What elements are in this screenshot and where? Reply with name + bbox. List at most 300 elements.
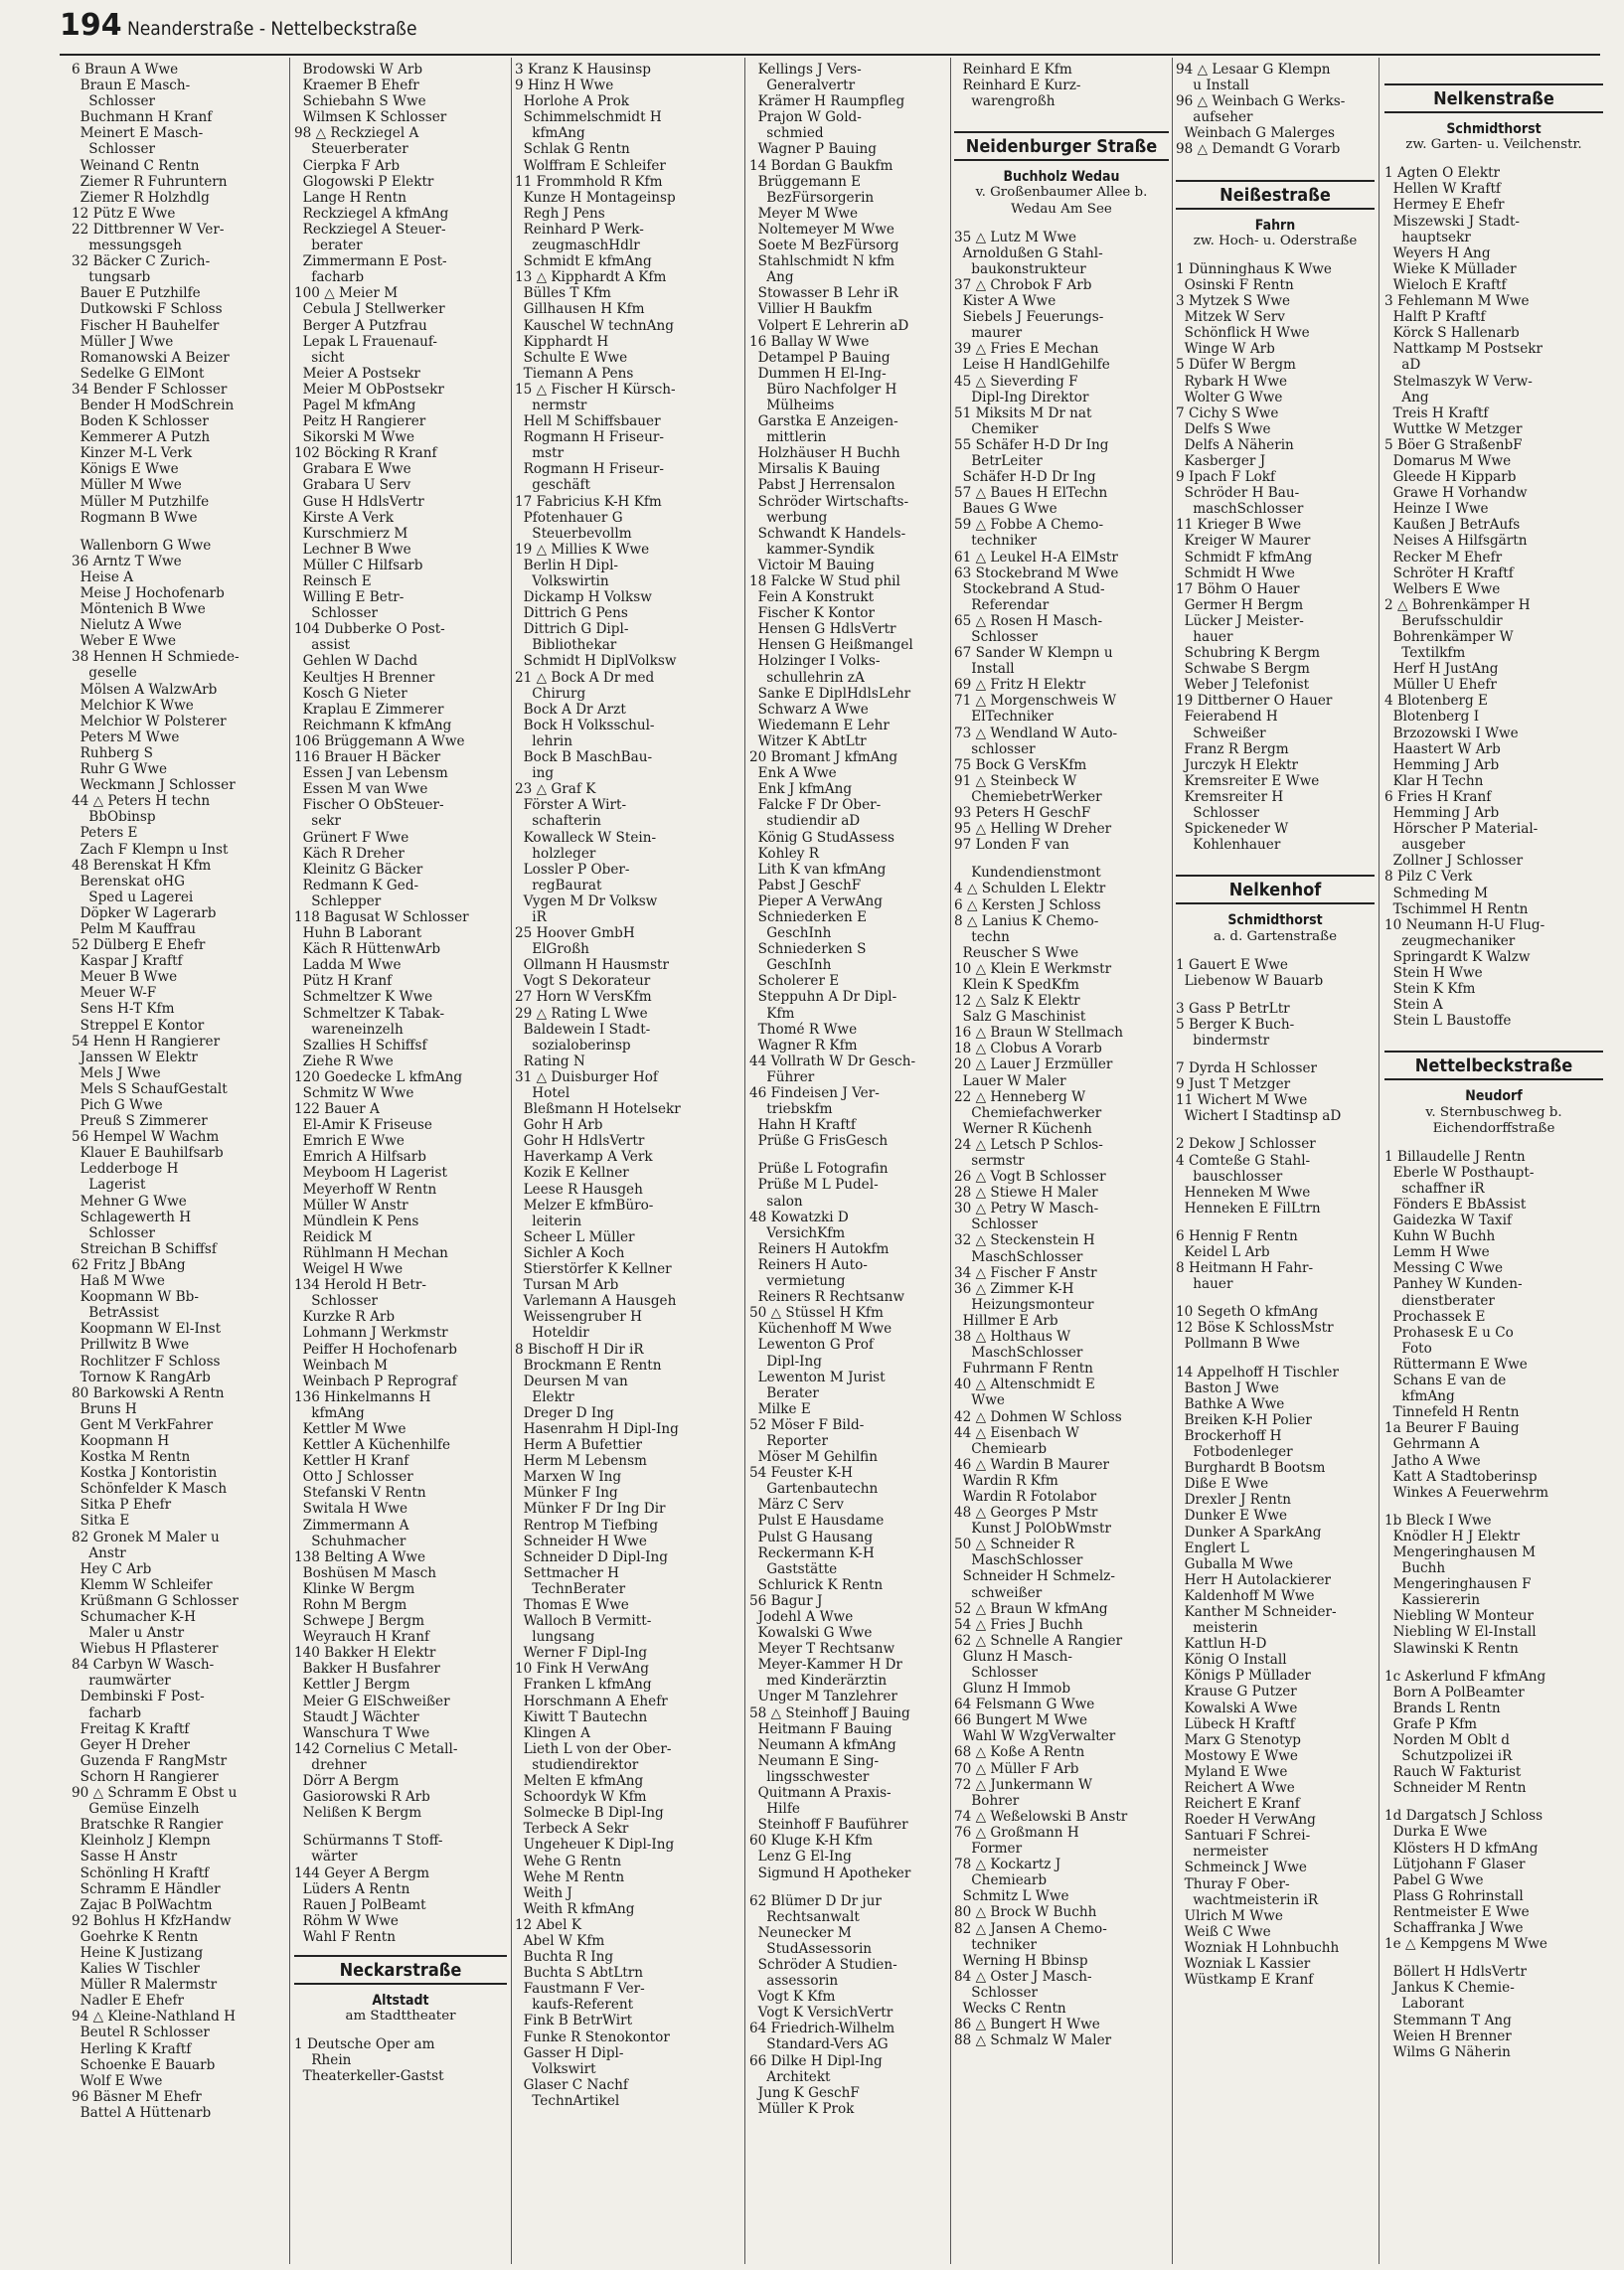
spacer: [1176, 853, 1375, 865]
resident-entry: Kauschel W technAng: [515, 317, 674, 334]
resident-entry: 25 Hoover GmbH: [515, 925, 635, 942]
resident-entry: Kemmerer A Putzh: [72, 429, 211, 446]
resident-entry: König G StudAssess: [749, 829, 894, 846]
resident-entry: Messing C Wwe: [1384, 1260, 1504, 1277]
resident-entry: Detampel P Bauing: [749, 349, 891, 366]
resident-entry: Kister A Wwe: [954, 293, 1056, 310]
resident-entry: 1 Billaudelle J Rentn: [1384, 1148, 1526, 1165]
resident-entry: Kanther M Schneider-: [1176, 1603, 1337, 1620]
resident-entry: Rhein: [294, 2052, 352, 2069]
resident-entry: Rühlmann H Mechan: [294, 1244, 448, 1261]
resident-entry: Kettler M Wwe: [294, 1420, 406, 1437]
resident-entry: Schlosser: [72, 1224, 155, 1241]
resident-entry: Tornow K RangArb: [72, 1369, 211, 1385]
spacer: [749, 1881, 948, 1893]
resident-entry: 34 Bender F Schlosser: [72, 381, 228, 398]
resident-entry: Weinand C Rentn: [72, 157, 200, 174]
resident-entry: Katt A Stadtoberinsp: [1384, 1468, 1538, 1485]
resident-entry: Abel W Kfm: [515, 1932, 605, 1949]
resident-entry: 66 Bungert M Wwe: [954, 1712, 1088, 1729]
resident-entry: Meyboom H Lagerist: [294, 1165, 447, 1182]
resident-entry: Gaststätte: [749, 1560, 838, 1577]
resident-entry: Stein H Wwe: [1384, 964, 1483, 981]
resident-entry: Niebling W Monteur: [1384, 1608, 1535, 1625]
resident-entry: sekr: [294, 813, 342, 830]
resident-entry: Müller R Malermstr: [72, 1977, 218, 1994]
resident-entry: nermeister: [1176, 1844, 1268, 1861]
resident-entry: Hemming J Arb: [1384, 756, 1500, 773]
directory-column-7: [1384, 62, 1603, 2258]
resident-entry: 32 △ Steckenstein H: [954, 1232, 1095, 1249]
resident-entry: Reiners R Rechtsanw: [749, 1289, 905, 1306]
resident-entry: Jodehl A Wwe: [749, 1609, 854, 1625]
resident-entry: Ang: [749, 269, 794, 286]
spacer: [294, 1821, 507, 1833]
resident-entry: Wanschura T Wwe: [294, 1724, 430, 1741]
resident-entry: Jung K GeschF: [749, 2084, 860, 2101]
resident-entry: 3 Fehlemann M Wwe: [1384, 293, 1530, 310]
resident-entry: Delfs A Näherin: [1176, 436, 1294, 453]
resident-entry: Kettler H Kranf: [294, 1453, 409, 1470]
resident-entry: Gasser H Dipl-: [515, 2044, 624, 2061]
resident-entry: Englert L: [1176, 1540, 1249, 1556]
resident-entry: TechnBerater: [515, 1580, 626, 1597]
resident-entry: Kozik E Kellner: [515, 1165, 629, 1182]
resident-entry: Meuer B Wwe: [72, 969, 178, 986]
resident-entry: Springardt K Walzw: [1384, 948, 1531, 965]
resident-entry: Liebenow W Bauarb: [1176, 972, 1324, 989]
resident-entry: 38 △ Holthaus W: [954, 1329, 1071, 1346]
resident-entry: Bathke A Wwe: [1176, 1395, 1285, 1412]
district-name: Schmidthorst: [1227, 912, 1323, 929]
resident-entry: 1 Gauert E Wwe: [1176, 956, 1288, 973]
resident-entry: Guzenda F RangMstr: [72, 1752, 228, 1769]
running-title: Neanderstraße - Nettelbeckstraße: [127, 18, 417, 40]
resident-entry: Stein A: [1384, 997, 1443, 1014]
resident-entry: Lepak L Frauenauf-: [294, 333, 438, 350]
resident-entry: Kosch G Nieter: [294, 685, 407, 702]
resident-entry: Dummen H El-Ing-: [749, 365, 887, 382]
resident-entry: 12 Pütz E Wwe: [72, 205, 176, 222]
resident-entry: Stahlschmidt N kfm: [749, 253, 895, 270]
resident-entry: Schlosser: [72, 141, 155, 158]
resident-entry: studiendir aD: [749, 813, 861, 830]
resident-entry: geselle: [72, 665, 137, 682]
resident-entry: Solmecke B Dipl-Ing: [515, 1805, 664, 1822]
resident-entry: Prüße L Fotografin: [749, 1161, 889, 1178]
resident-entry: Hell M Schiffsbauer: [515, 413, 661, 430]
resident-entry: Battel A Hüttenarb: [72, 2104, 212, 2121]
spacer: [1384, 153, 1603, 165]
resident-entry: 56 Hempel W Wachm: [72, 1129, 220, 1146]
resident-entry: Varlemann A Hausgeh: [515, 1293, 677, 1310]
resident-entry: Grawe H Vorhandw: [1384, 485, 1528, 502]
resident-entry: Prochassek E: [1384, 1308, 1486, 1325]
resident-entry: Pieper A VerwAng: [749, 892, 883, 909]
resident-entry: Tursan M Arb: [515, 1277, 619, 1294]
resident-entry: Peters M Wwe: [72, 729, 180, 745]
resident-entry: 12 Abel K: [515, 1916, 582, 1933]
resident-entry: ChemiebetrWerker: [954, 788, 1102, 805]
resident-entry: Breiken K-H Polier: [1176, 1411, 1312, 1428]
resident-entry: Dipl-Ing: [749, 1353, 823, 1370]
resident-entry: 45 △ Sieverding F: [954, 373, 1078, 390]
resident-entry: Herm A Bufettier: [515, 1437, 643, 1454]
resident-entry: Baues G Wwe: [954, 501, 1057, 518]
resident-entry: Haverkamp A Verk: [515, 1149, 653, 1166]
resident-entry: assist: [294, 637, 351, 654]
resident-entry: Heizungsmonteur: [954, 1296, 1094, 1313]
resident-entry: 90 △ Schramm E Obst u: [72, 1785, 238, 1802]
resident-entry: El-Amir K Friseuse: [294, 1117, 432, 1134]
resident-entry: bindermstr: [1176, 1032, 1270, 1049]
resident-entry: Knödler H J Elektr: [1384, 1528, 1521, 1544]
resident-entry: Pagel M kfmAng: [294, 397, 416, 413]
street-heading: Nettelbeckstraße: [1384, 1051, 1603, 1080]
resident-entry: Schürmanns T Stoff-: [294, 1833, 443, 1850]
resident-entry: Leise H HandlGehilfe: [954, 357, 1110, 374]
resident-entry: Sped u Lagerei: [72, 889, 194, 905]
resident-entry: 21 △ Bock A Dr med: [515, 669, 655, 686]
resident-entry: Dunker A SparkAng: [1176, 1524, 1322, 1540]
resident-entry: Lith K van kfmAng: [749, 861, 887, 878]
resident-entry: werbung: [749, 509, 828, 526]
resident-entry: Feierabend H: [1176, 709, 1278, 726]
resident-entry: 14 Bordan G Baukfm: [749, 157, 893, 174]
resident-entry: Mengeringhausen M: [1384, 1543, 1537, 1560]
resident-entry: Mölsen A WalzwArb: [72, 681, 218, 698]
resident-entry: Lewenton M Jurist: [749, 1369, 886, 1385]
resident-entry: kfmAng: [1384, 1388, 1455, 1405]
spacer: [1176, 1049, 1375, 1060]
spacer: [72, 526, 288, 538]
resident-entry: Redmann K Ged-: [294, 877, 419, 893]
resident-entry: aD: [1384, 357, 1421, 374]
street-range-note: Wedau Am See: [1011, 201, 1112, 217]
resident-entry: sicht: [294, 349, 345, 366]
resident-entry: Kasberger J: [1176, 452, 1266, 469]
resident-entry: TechnArtikel: [515, 2092, 620, 2109]
resident-entry: Steuerberater: [294, 141, 408, 158]
resident-entry: Norden M Oblt d: [1384, 1732, 1510, 1748]
resident-entry: Ladda M Wwe: [294, 957, 402, 974]
resident-entry: Königs P Müllader: [1176, 1668, 1311, 1685]
resident-entry: Standard-Vers AG: [749, 2036, 889, 2053]
directory-column-4: [749, 62, 948, 2258]
resident-entry: Stefanski V Rentn: [294, 1485, 426, 1502]
resident-entry: Vogt K Kfm: [749, 1989, 836, 2006]
resident-entry: Foto: [1384, 1340, 1432, 1357]
resident-entry: Ziemer R Fuhruntern: [72, 173, 228, 190]
resident-entry: Weinbach M: [294, 1357, 389, 1374]
resident-entry: 48 Kowatzki D: [749, 1209, 849, 1225]
resident-entry: Pich G Wwe: [72, 1097, 163, 1113]
resident-entry: Kaußen J BetrAufs: [1384, 517, 1521, 534]
resident-entry: Schuhmacher: [294, 1533, 406, 1549]
resident-entry: 4 △ Schulden L Elektr: [954, 881, 1106, 897]
resident-entry: Schönling H Kraftf: [72, 1865, 210, 1881]
resident-entry: 1a Beurer F Bauing: [1384, 1420, 1520, 1437]
resident-entry: Marxen W Ing: [515, 1469, 622, 1486]
directory-column-6: [1176, 62, 1375, 2258]
resident-entry: 5 Berger K Buch-: [1176, 1016, 1295, 1033]
resident-entry: Meyer M Wwe: [749, 205, 859, 222]
resident-entry: Streppel E Kontor: [72, 1017, 205, 1034]
resident-entry: Pulst G Hausang: [749, 1529, 874, 1545]
resident-entry: Rogmann H Friseur-: [515, 429, 664, 446]
street-heading: Nelkenhof: [1176, 875, 1375, 904]
resident-entry: Mündlein K Pens: [294, 1213, 419, 1229]
resident-entry: Grabara U Serv: [294, 477, 411, 494]
resident-entry: Hensen G HdlsVertr: [749, 621, 896, 638]
resident-entry: Fotbodenleger: [1176, 1444, 1293, 1461]
resident-entry: Gehlen W Dachd: [294, 653, 418, 670]
resident-entry: Lohmann J Werkmstr: [294, 1325, 448, 1342]
resident-entry: ausgeber: [1384, 837, 1466, 854]
resident-entry: Hörscher P Material-: [1384, 821, 1539, 838]
resident-entry: Dittrich G Dipl-: [515, 621, 629, 638]
resident-entry: 42 △ Dohmen W Schloss: [954, 1408, 1122, 1425]
resident-entry: Stein K Kfm: [1384, 981, 1476, 998]
resident-entry: Kaldenhoff M Wwe: [1176, 1587, 1315, 1604]
resident-entry: Weinbach P Reprograf: [294, 1373, 457, 1389]
resident-entry: Goehrke K Rentn: [72, 1928, 199, 1945]
resident-entry: 51 Miksits M Dr nat: [954, 405, 1092, 421]
resident-entry: Schlosser: [72, 93, 155, 110]
column-divider: [1379, 58, 1380, 2264]
resident-entry: 27 Horn W VersKfm: [515, 989, 652, 1006]
resident-entry: facharb: [294, 269, 365, 286]
resident-entry: Stierstörfer K Kellner: [515, 1261, 672, 1278]
resident-entry: Quitmann A Praxis-: [749, 1785, 892, 1802]
resident-entry: dienstberater: [1384, 1292, 1495, 1309]
resident-entry: triebskfm: [749, 1101, 833, 1118]
resident-entry: Recker M Ehefr: [1384, 549, 1503, 566]
spacer: [1384, 1137, 1603, 1149]
resident-entry: Noltemeyer M Wwe: [749, 221, 894, 238]
resident-entry: Wichert I Stadtinsp aD: [1176, 1108, 1342, 1125]
resident-entry: Dutkowski F Schloss: [72, 301, 223, 318]
resident-entry: Schumacher K-H: [72, 1609, 196, 1625]
resident-entry: Lübeck H Kraftf: [1176, 1715, 1295, 1732]
resident-entry: Winkes A Feuerwehrm: [1384, 1484, 1549, 1501]
resident-entry: Reiners H Autokfm: [749, 1240, 890, 1257]
resident-entry: 67 Sander W Klempn u: [954, 645, 1113, 662]
resident-entry: 7 Dyrda H Schlosser: [1176, 1060, 1318, 1077]
resident-entry: 56 Bagur J: [749, 1592, 823, 1609]
resident-entry: Gemüse Einzelh: [72, 1801, 200, 1818]
resident-entry: Möser M Gehilfin: [749, 1449, 879, 1466]
resident-entry: 9 Ipach F Lokf: [1176, 469, 1276, 486]
resident-entry: Wecks C Rentn: [954, 2000, 1066, 2017]
resident-entry: Baston J Wwe: [1176, 1379, 1279, 1396]
resident-entry: 30 △ Petry W Masch-: [954, 1201, 1099, 1217]
resident-entry: Streichan B Schiffsf: [72, 1240, 217, 1257]
resident-entry: Meier G ElSchweißer: [294, 1693, 450, 1709]
resident-entry: Villier H Baukfm: [749, 301, 873, 318]
resident-entry: Kuhn W Buchh: [1384, 1228, 1496, 1245]
resident-entry: Leese R Hausgeh: [515, 1181, 643, 1198]
resident-entry: Brüggemann E: [749, 173, 862, 190]
resident-entry: Nadler E Ehefr: [72, 1993, 185, 2010]
resident-entry: 20 △ Lauer J Erzmüller: [954, 1056, 1113, 1073]
resident-entry: schaffner iR: [1384, 1180, 1485, 1197]
resident-entry: Bohrenkämper W: [1384, 629, 1514, 645]
resident-entry: Wilmsen K Schlosser: [294, 109, 447, 126]
resident-entry: 20 Bromant J kfmAng: [749, 749, 898, 766]
resident-entry: Install: [954, 661, 1015, 678]
resident-entry: aufseher: [1176, 109, 1253, 126]
resident-entry: Franken L kfmAng: [515, 1677, 652, 1694]
resident-entry: 1e △ Kempgens M Wwe: [1384, 1936, 1547, 1953]
resident-entry: Reichert A Wwe: [1176, 1780, 1295, 1796]
resident-entry: Architekt: [749, 2068, 831, 2085]
resident-entry: Röhm W Wwe: [294, 1912, 399, 1929]
resident-entry: Pütz H Kranf: [294, 973, 393, 990]
resident-entry: tungsarb: [72, 269, 151, 286]
resident-entry: Volkswirt: [515, 2060, 596, 2077]
resident-entry: Kowalleck W Stein-: [515, 829, 657, 846]
resident-entry: Schröder A Studien-: [749, 1956, 897, 1973]
resident-entry: Prüße G FrisGesch: [749, 1133, 889, 1150]
street-range-note: v. Großenbaumer Allee b.: [975, 185, 1148, 201]
resident-entry: Klingen A: [515, 1724, 590, 1741]
resident-entry: MaschSchlosser: [954, 1345, 1083, 1362]
resident-entry: Wolffram E Schleifer: [515, 157, 666, 174]
resident-entry: Haastert W Arb: [1384, 740, 1501, 757]
resident-entry: Lewenton G Prof: [749, 1337, 874, 1354]
resident-entry: schullehrin zA: [749, 669, 865, 686]
resident-entry: Pabst J GeschF: [749, 877, 862, 893]
resident-entry: Plass G Rohrinstall: [1384, 1887, 1524, 1904]
resident-entry: Chemiearb: [954, 1440, 1048, 1457]
resident-entry: Stockebrand A Stud-: [954, 580, 1105, 597]
resident-entry: Cierpka F Arb: [294, 157, 401, 174]
resident-entry: Klar H Techn: [1384, 772, 1484, 789]
resident-entry: Bauer E Putzhilfe: [72, 285, 201, 302]
resident-entry: Bülles T Kfm: [515, 285, 611, 302]
resident-entry: Mengeringhausen F: [1384, 1576, 1532, 1593]
resident-entry: Essen M van Wwe: [294, 781, 428, 798]
resident-entry: 17 Fabricius K-H Kfm: [515, 493, 662, 510]
resident-entry: Heinze I Wwe: [1384, 501, 1489, 518]
resident-entry: assessorin: [749, 1973, 839, 1990]
resident-entry: Buchmann H Kranf: [72, 109, 213, 126]
street-heading: Nelkenstraße: [1384, 83, 1603, 113]
resident-entry: Gasiorowski R Arb: [294, 1789, 430, 1806]
resident-entry: 84 △ Oster J Masch-: [954, 1968, 1092, 1985]
resident-entry: 1b Bleck I Wwe: [1384, 1512, 1492, 1529]
resident-entry: Generalvertr: [749, 78, 856, 94]
resident-entry: Rechtsanwalt: [749, 1908, 860, 1925]
resident-entry: baukonstrukteur: [954, 260, 1086, 277]
resident-entry: Lüders A Rentn: [294, 1880, 410, 1897]
resident-entry: Glunz H Masch-: [954, 1648, 1072, 1665]
resident-entry: 120 Goedecke L kfmAng: [294, 1068, 463, 1085]
page-header: [60, 8, 1600, 56]
resident-entry: Hillmer E Arb: [954, 1312, 1058, 1329]
resident-entry: Dittrich G Pens: [515, 605, 628, 622]
street-range-note: zw. Garten- u. Veilchenstr.: [1405, 137, 1582, 153]
resident-entry: Blotenberg I: [1384, 709, 1480, 726]
resident-entry: 38 Hennen H Schmiede-: [72, 649, 240, 666]
resident-entry: Wwe: [954, 1392, 1005, 1409]
resident-entry: Rüttermann E Wwe: [1384, 1356, 1528, 1373]
resident-entry: iR: [515, 908, 547, 925]
spacer: [1176, 1124, 1375, 1136]
resident-entry: Germer H Bergm: [1176, 596, 1304, 613]
resident-entry: Keidel L Arb: [1176, 1244, 1270, 1260]
resident-entry: Herr H Autolackierer: [1176, 1571, 1331, 1588]
resident-entry: Fuhrmann F Rentn: [954, 1361, 1093, 1378]
resident-entry: Unger M Tanzlehrer: [749, 1689, 897, 1705]
resident-entry: 64 Friedrich-Wilhelm: [749, 2021, 895, 2037]
resident-entry: Schlosser: [954, 1216, 1038, 1233]
resident-entry: Weith R kfmAng: [515, 1900, 635, 1917]
resident-entry: Schoenke E Bauarb: [72, 2056, 216, 2073]
resident-entry: techniker: [954, 1936, 1038, 1953]
spacer: [1384, 1501, 1603, 1513]
resident-entry: Roeder H VerwAng: [1176, 1812, 1316, 1829]
spacer: [294, 2025, 507, 2036]
resident-entry: 98 △ Demandt G Vorarb: [1176, 141, 1341, 158]
resident-entry: Drexler J Rentn: [1176, 1492, 1291, 1509]
resident-entry: Reuscher S Wwe: [954, 944, 1079, 961]
resident-entry: 29 △ Rating L Wwe: [515, 1005, 648, 1022]
resident-entry: Laborant: [1384, 1996, 1465, 2013]
resident-entry: Müller U Ehefr: [1384, 677, 1497, 694]
resident-entry: 8 Pilz C Verk: [1384, 869, 1473, 886]
resident-entry: Geyer H Dreher: [72, 1736, 191, 1753]
resident-entry: 59 △ Fobbe A Chemo-: [954, 517, 1104, 534]
resident-entry: Kettler A Küchenhilfe: [294, 1437, 451, 1454]
resident-entry: Wahl F Rentn: [294, 1928, 396, 1945]
resident-entry: Körck S Hallenarb: [1384, 325, 1520, 342]
spacer: [954, 853, 1169, 865]
resident-entry: Steuerbevollm: [515, 525, 632, 542]
resident-entry: Brzozowski I Wwe: [1384, 725, 1519, 741]
resident-entry: Führer: [749, 1068, 815, 1085]
district-name: Neudorf: [1465, 1088, 1523, 1105]
resident-entry: 1 Dünninghaus K Wwe: [1176, 260, 1332, 277]
resident-entry: Prillwitz B Wwe: [72, 1337, 190, 1354]
resident-entry: Settmacher H: [515, 1564, 620, 1581]
resident-entry: maschSchlosser: [1176, 501, 1304, 518]
resident-entry: Reinhard E Kfm: [954, 62, 1072, 78]
resident-entry: 70 △ Müller F Arb: [954, 1760, 1079, 1777]
resident-entry: Bock A Dr Arzt: [515, 701, 626, 718]
resident-entry: Sitka P Ehefr: [72, 1497, 172, 1514]
resident-entry: Schorn H Rangierer: [72, 1768, 219, 1785]
resident-entry: Müller M Putzhilfe: [72, 493, 210, 510]
resident-entry: Garstka E Anzeigen-: [749, 413, 898, 430]
resident-entry: Rating N: [515, 1053, 585, 1069]
resident-entry: Melten E kfmAng: [515, 1773, 644, 1790]
resident-entry: Kohley R: [749, 845, 819, 862]
resident-entry: Zach F Klempn u Inst: [72, 841, 229, 858]
resident-entry: Zimmermann E Post-: [294, 253, 447, 270]
resident-entry: 40 △ Altenschmidt E: [954, 1377, 1095, 1393]
resident-entry: Münker F Dr Ing Dir: [515, 1501, 666, 1518]
resident-entry: sozialoberinsp: [515, 1037, 631, 1054]
resident-entry: Schmitz W Wwe: [294, 1085, 414, 1101]
resident-entry: Lagerist: [72, 1177, 146, 1194]
resident-entry: Ledderboge H: [72, 1161, 179, 1178]
resident-entry: 52 Dülberg E Ehefr: [72, 937, 206, 954]
resident-entry: Wilms G Näherin: [1384, 2043, 1511, 2060]
resident-entry: MaschSchlosser: [954, 1248, 1083, 1265]
resident-entry: 46 △ Wardin B Maurer: [954, 1456, 1110, 1473]
